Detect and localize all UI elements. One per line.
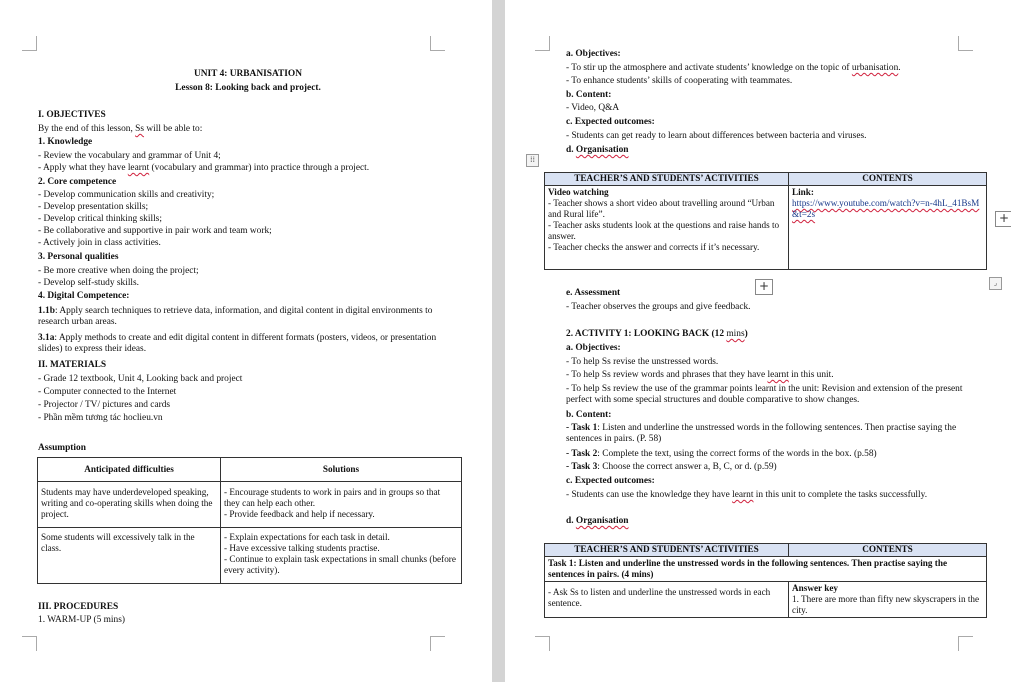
assessment-item: - Teacher observes the groups and give feedback. — [566, 302, 751, 312]
objective-item: - To help Ss review words and phrases that they have learnt in this unit. — [566, 370, 834, 380]
core-item: - Be collaborative and supportive in pair work and team work; — [38, 226, 272, 236]
knowledge-item: - Review the vocabulary and grammar of Unit 4; — [38, 151, 221, 161]
outcome-item: - Students can use the knowledge they have learnt in this unit to complete the tasks successfully. — [566, 490, 928, 500]
table-row — [545, 186, 987, 270]
document-page-2 — [505, 0, 1011, 682]
table-header: CONTENTS — [789, 173, 987, 186]
assumption-heading: Assumption — [38, 443, 86, 453]
activities-cell — [545, 186, 789, 270]
crop-mark — [22, 36, 37, 51]
objective-item: - To help Ss review the use of the grammar points learnt in the unit: Revision and extension of the present perfect with some special structures and double comparative to show changes. — [566, 384, 963, 405]
table-header: Solutions — [221, 458, 462, 482]
organisation-label: d. Organisation — [566, 516, 629, 526]
procedures-heading: III. PROCEDURES — [38, 602, 119, 612]
table-header: TEACHER’S AND STUDENTS’ ACTIVITIES — [545, 173, 789, 186]
solution-item: - Continue to explain task expectations in small chunks (before every activity). — [224, 554, 456, 575]
knowledge-item: - Apply what they have learnt (vocabulary and grammar) into practice through a project. — [38, 163, 370, 173]
activity-line: - Teacher shows a short video about travelling around “Urban and Rural life”. — [548, 198, 775, 219]
warmup-heading: 1. WARM-UP (5 mins) — [38, 615, 125, 625]
outcomes-label: c. Expected outcomes: — [566, 476, 655, 486]
content-label: b. Content: — [566, 90, 612, 100]
digital-item-1b: 1.1b: Apply search techniques to retrieve data, information, and digital content in digital environments to research urban areas. — [38, 306, 433, 327]
crop-mark — [535, 36, 550, 51]
materials-heading: II. MATERIALS — [38, 360, 107, 370]
objective-item: - To enhance students’ skills of cooperating with teammates. — [566, 76, 793, 86]
materials-item: - Grade 12 textbook, Unit 4, Looking back and project — [38, 374, 243, 384]
knowledge-heading: 1. Knowledge — [38, 137, 93, 147]
solution-item: - Encourage students to work in pairs and in groups so that they can help each other. — [224, 487, 441, 508]
table-row — [38, 528, 462, 584]
personal-heading: 3. Personal qualities — [38, 252, 119, 262]
activity-line: - Teacher asks students look at the questions and raise hands to answer. — [548, 220, 780, 241]
difficulty-cell: Some students will excessively talk in the class. — [38, 528, 221, 584]
task-item: - Task 1: Listen and underline the unstressed words in the following sentences. Then practise saying the sentences in pairs. (P. 58) — [566, 423, 957, 444]
assumption-table — [37, 457, 462, 584]
crop-mark — [535, 636, 550, 651]
task-row-cell: Task 1: Listen and underline the unstressed words in the following sentences. Then practise saying the sentences in pairs. (4 mins) — [545, 557, 987, 582]
crop-mark — [430, 36, 445, 51]
video-link[interactable]: https://www.youtube.com/watch?v=n-4hL_41BsM&t=2s — [792, 198, 980, 219]
crop-mark — [958, 36, 973, 51]
solutions-cell — [221, 482, 462, 528]
digital-heading: 4. Digital Competence: — [38, 291, 130, 301]
add-column-icon[interactable]: + — [995, 211, 1011, 227]
difficulty-cell: Students may have underdeveloped speaking, writing and co-operating skills when doing the project. — [38, 482, 221, 528]
lesson-title: Lesson 8: Looking back and project. — [175, 83, 321, 93]
objectives-heading: I. OBJECTIVES — [38, 110, 106, 120]
link-label: Link: — [792, 187, 814, 197]
content-label: b. Content: — [566, 410, 612, 420]
content-item: - Video, Q&A — [566, 103, 620, 113]
personal-item: - Be more creative when doing the project; — [38, 266, 199, 276]
document-page-1 — [0, 0, 492, 682]
warmup-activity-table — [544, 172, 987, 270]
personal-item: - Develop self-study skills. — [38, 278, 140, 288]
materials-item: - Computer connected to the Internet — [38, 387, 177, 397]
core-item: - Develop critical thinking skills; — [38, 214, 162, 224]
crop-mark — [22, 636, 37, 651]
core-item: - Develop presentation skills; — [38, 202, 149, 212]
activities-cell: - Ask Ss to listen and underline the unstressed words in each sentence. — [545, 582, 789, 618]
unit-title: UNIT 4: URBANISATION — [193, 69, 302, 79]
table-header: TEACHER’S AND STUDENTS’ ACTIVITIES — [545, 544, 789, 557]
task-item: - Task 2: Complete the text, using the correct forms of the words in the box. (p.58) — [566, 449, 877, 459]
table-resize-handle-icon[interactable]: ⌟ — [989, 277, 1002, 290]
solution-item: - Have excessive talking students practise. — [224, 543, 380, 553]
objective-item: - To stir up the atmosphere and activate students’ knowledge on the topic of urbanisation. — [566, 63, 901, 73]
crop-mark — [958, 636, 973, 651]
solution-item: - Provide feedback and help if necessary. — [224, 509, 375, 519]
add-row-icon[interactable]: + — [755, 279, 773, 295]
activity1-heading: 2. ACTIVITY 1: LOOKING BACK (12 mins) — [566, 329, 748, 339]
page-gutter — [492, 0, 505, 682]
solution-item: - Explain expectations for each task in detail. — [224, 532, 390, 542]
assessment-label: e. Assessment — [566, 288, 621, 298]
activity1-table — [544, 543, 987, 618]
digital-item-3a: 3.1a: Apply methods to create and edit digital content in different formats (posters, videos, or presentation slides) to express their ideas. — [38, 333, 437, 354]
outcomes-label: c. Expected outcomes: — [566, 117, 655, 127]
table-header: Anticipated difficulties — [38, 458, 221, 482]
answer-item: 1. There are more than fifty new skyscrapers in the city. — [792, 594, 980, 615]
core-heading: 2. Core competence — [38, 177, 117, 187]
table-row — [545, 582, 987, 618]
objectives-label: a. Objectives: — [566, 343, 621, 353]
contents-cell — [789, 582, 987, 618]
activity-title: Video watching — [548, 187, 609, 197]
core-item: - Actively join in class activities. — [38, 238, 161, 248]
task-item: - Task 3: Choose the correct answer a, B, C, or d. (p.59) — [566, 462, 777, 472]
table-header: CONTENTS — [789, 544, 987, 557]
answer-key-label: Answer key — [792, 583, 839, 593]
intro-line: By the end of this lesson, Ss will be able to: — [38, 124, 203, 134]
outcome-item: - Students can get ready to learn about differences between bacteria and viruses. — [566, 131, 867, 141]
activity-line: - Teacher checks the answer and corrects if it’s necessary. — [548, 242, 760, 252]
table-row — [545, 557, 987, 582]
core-item: - Develop communication skills and creativity; — [38, 190, 215, 200]
table-move-handle-icon[interactable]: ⁞⁞ — [526, 154, 539, 167]
table-row — [38, 482, 462, 528]
solutions-cell — [221, 528, 462, 584]
objectives-label: a. Objectives: — [566, 49, 621, 59]
materials-item: - Projector / TV/ pictures and cards — [38, 400, 171, 410]
contents-cell — [789, 186, 987, 270]
crop-mark — [430, 636, 445, 651]
organisation-label: d. Organisation — [566, 145, 629, 155]
materials-item: - Phần mềm tương tác hoclieu.vn — [38, 413, 163, 423]
objective-item: - To help Ss revise the unstressed words. — [566, 357, 719, 367]
